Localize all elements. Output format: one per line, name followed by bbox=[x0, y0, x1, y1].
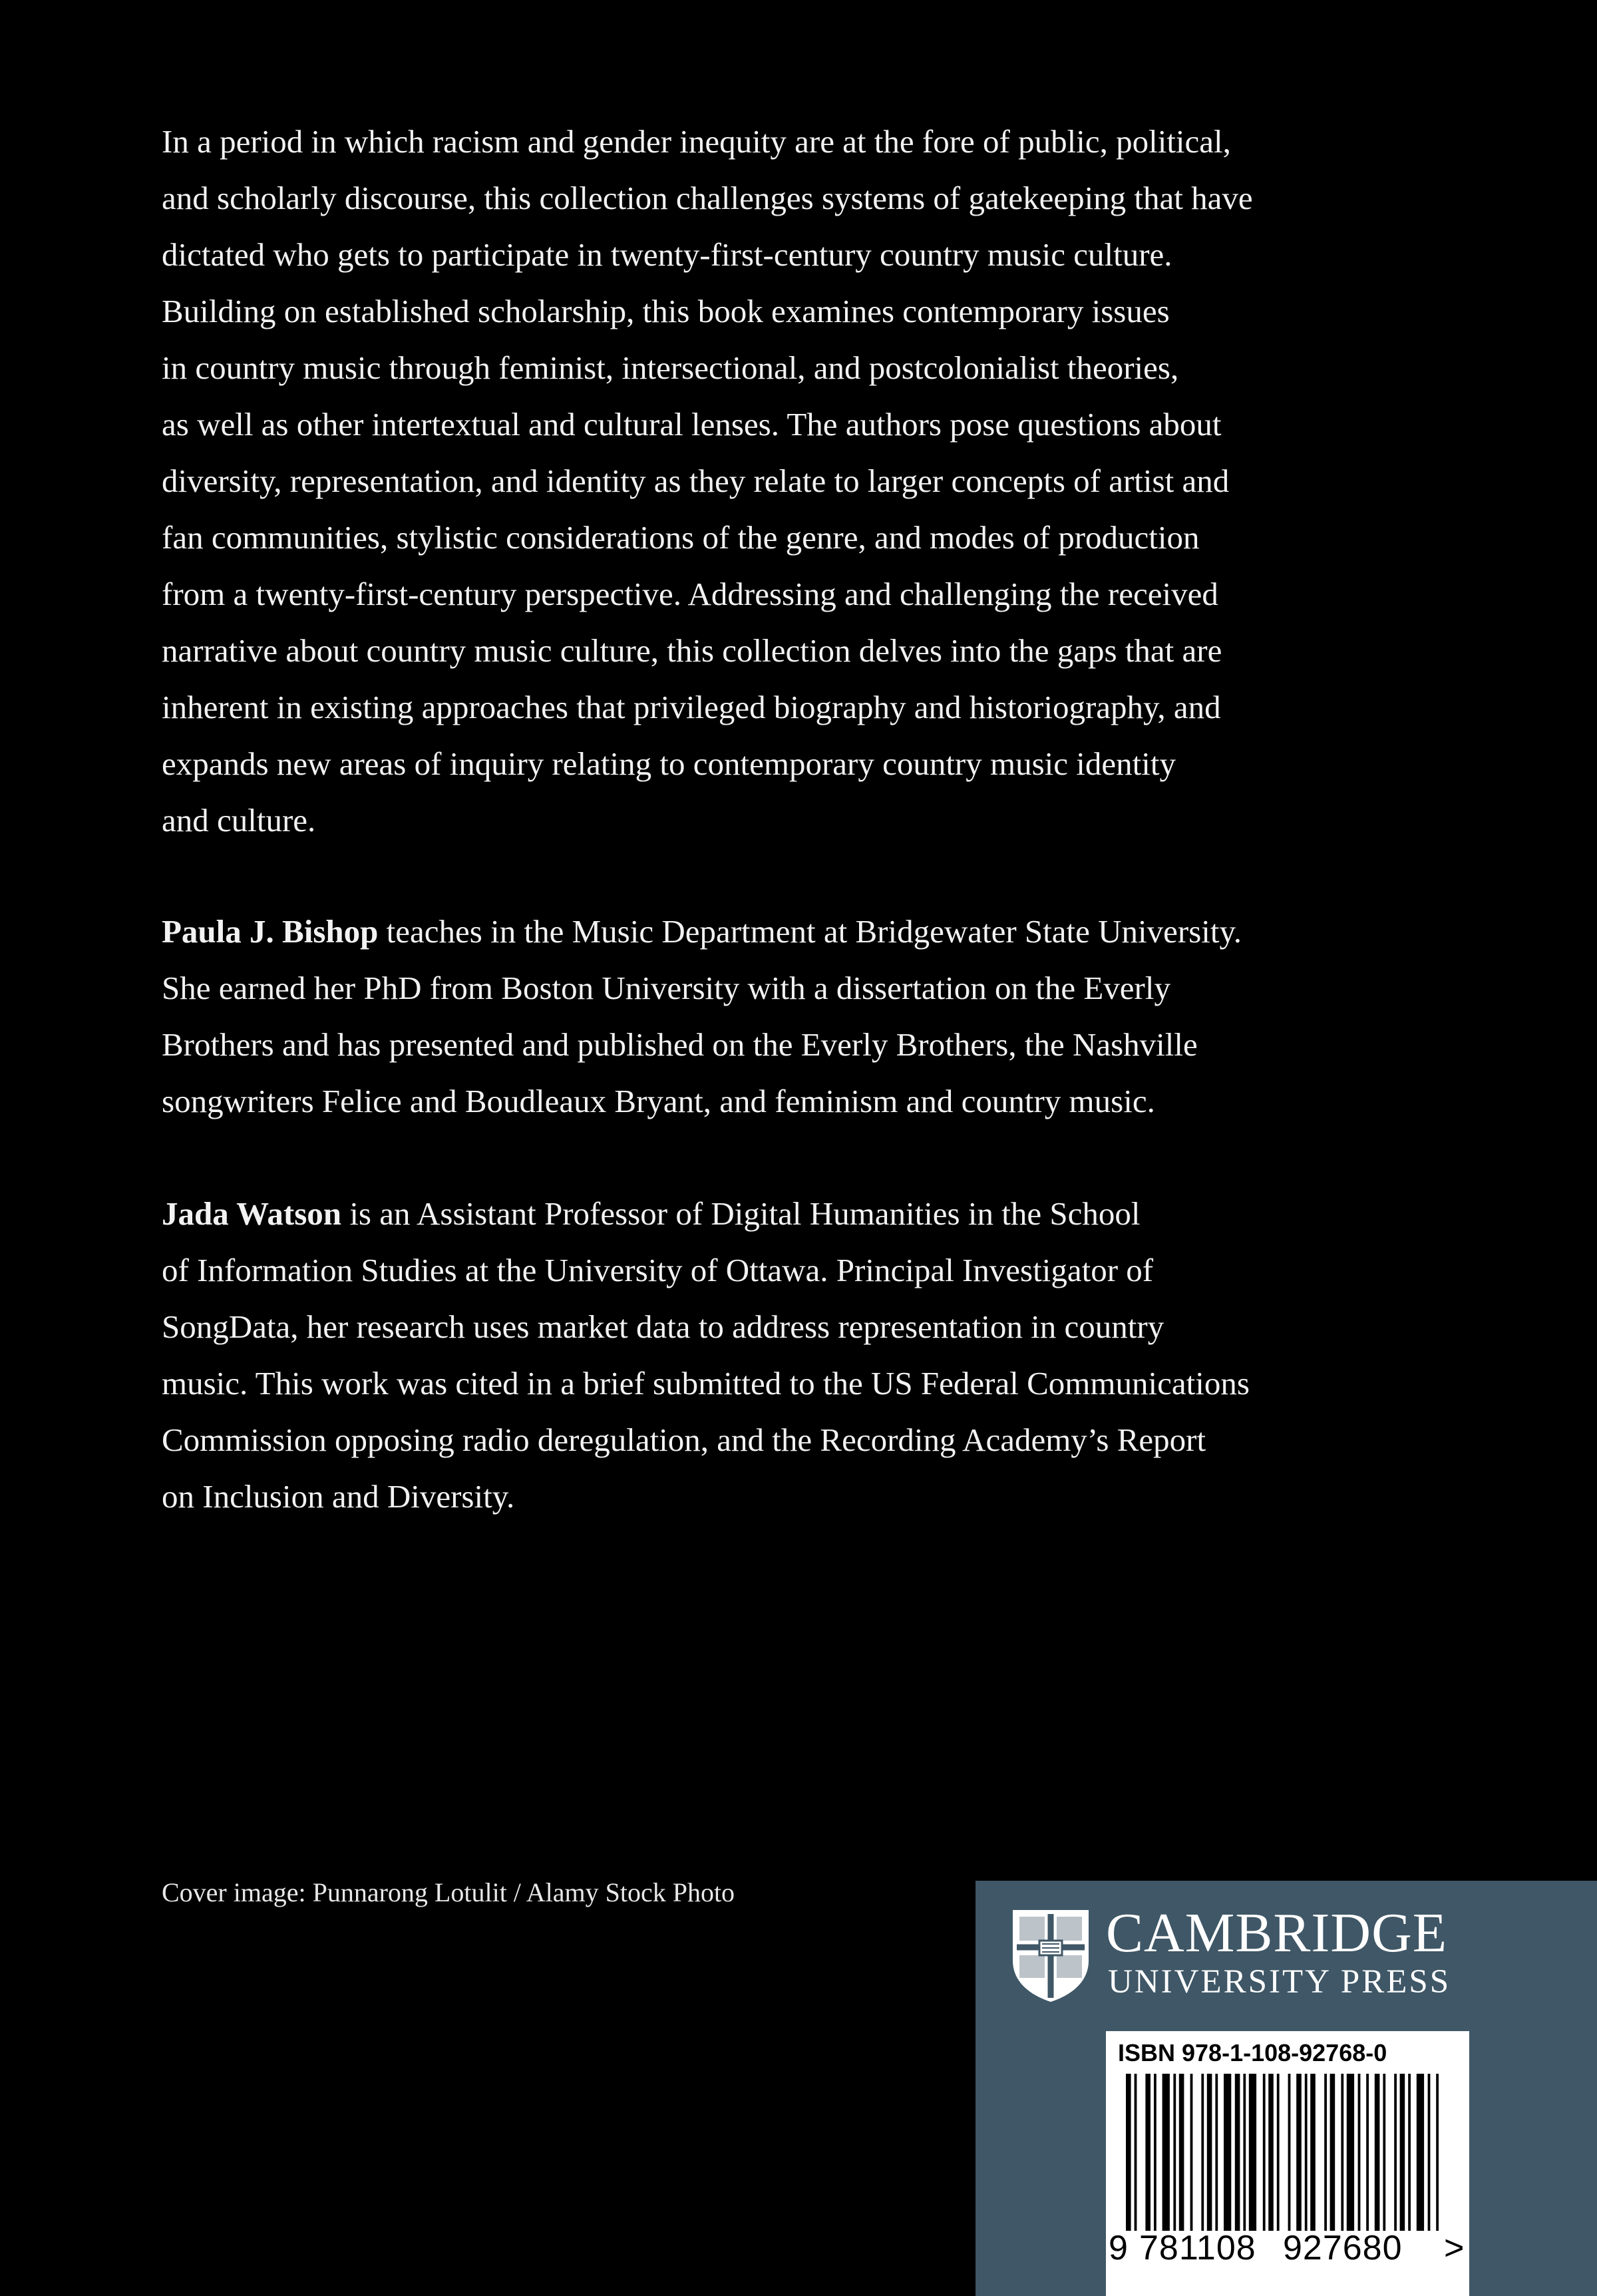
blurb-line: fan communities, stylistic considerations of the genre, and modes of production bbox=[162, 519, 1200, 556]
bio-first-line bbox=[162, 1185, 1379, 1242]
bio-line: Brothers and has presented and published on the Everly Brothers, the Nashville bbox=[162, 1026, 1198, 1063]
blurb-line: In a period in which racism and gender inequity are at the fore of public, political, bbox=[162, 123, 1231, 160]
blurb-line: inherent in existing approaches that privileged biography and historiography, and bbox=[162, 689, 1221, 725]
barcode-bars bbox=[1123, 2074, 1441, 2231]
blurb-line: narrative about country music culture, this collection delves into the gaps that are bbox=[162, 632, 1222, 669]
publisher-panel bbox=[976, 1881, 1597, 2296]
publisher-subname: UNIVERSITY PRESS bbox=[1108, 1963, 1451, 2001]
cover-image-credit: Cover image: Punnarong Lotulit / Alamy Stock Photo bbox=[162, 1877, 735, 1907]
bio-text: is an Assistant Professor of Digital Humanities in the School bbox=[341, 1195, 1141, 1232]
author-name: Jada Watson bbox=[162, 1195, 342, 1232]
isbn-barcode bbox=[1106, 2031, 1469, 2296]
bio-line: Commission opposing radio deregulation, and the Recording Academy’s Report bbox=[162, 1422, 1206, 1458]
barcode-quiet-zone-arrow: > bbox=[1444, 2229, 1465, 2267]
blurb-line: Building on established scholarship, this book examines contemporary issues bbox=[162, 293, 1170, 329]
bio-line: She earned her PhD from Boston University with a dissertation on the Everly bbox=[162, 970, 1170, 1006]
bio-line: songwriters Felice and Boudleaux Bryant, and feminism and country music. bbox=[162, 1083, 1155, 1119]
blurb-line: dictated who gets to participate in twenty-first-century country music culture. bbox=[162, 236, 1172, 273]
blurb-line: and scholarly discourse, this collection challenges systems of gatekeeping that have bbox=[162, 180, 1253, 216]
bio-line: SongData, her research uses market data to address representation in country bbox=[162, 1308, 1164, 1345]
blurb-line: and culture. bbox=[162, 802, 316, 839]
author-bio-watson bbox=[162, 1185, 1379, 1525]
bio-line: music. This work was cited in a brief submitted to the US Federal Communications bbox=[162, 1365, 1250, 1402]
blurb-line: diversity, representation, and identity as they relate to larger concepts of artist and bbox=[162, 463, 1230, 499]
author-bio-bishop bbox=[162, 903, 1379, 1129]
bio-line: on Inclusion and Diversity. bbox=[162, 1478, 515, 1515]
cambridge-shield-icon bbox=[1010, 1907, 1091, 2005]
blurb-line: expands new areas of inquiry relating to contemporary country music identity bbox=[162, 745, 1176, 782]
bio-first-line bbox=[162, 903, 1379, 960]
blurb-paragraph bbox=[162, 113, 1379, 849]
isbn-label: ISBN 978-1-108-92768-0 bbox=[1118, 2039, 1387, 2066]
publisher-name: CAMBRIDGE bbox=[1106, 1902, 1448, 1964]
blurb-line: from a twenty-first-century perspective. Addressing and challenging the received bbox=[162, 576, 1218, 612]
bio-text: teaches in the Music Department at Bridgewater State University. bbox=[378, 913, 1242, 950]
blurb-line: as well as other intertextual and cultural lenses. The authors pose questions about bbox=[162, 406, 1222, 443]
bio-line: of Information Studies at the University of Ottawa. Principal Investigator of bbox=[162, 1252, 1154, 1288]
author-name: Paula J. Bishop bbox=[162, 913, 379, 950]
barcode-first-digit: 9 bbox=[1109, 2229, 1128, 2267]
blurb-line: in country music through feminist, intersectional, and postcolonialist theories, bbox=[162, 349, 1179, 386]
barcode-digit-group-right: 927680 bbox=[1283, 2229, 1403, 2267]
barcode-digit-group-left: 781108 bbox=[1139, 2229, 1256, 2267]
